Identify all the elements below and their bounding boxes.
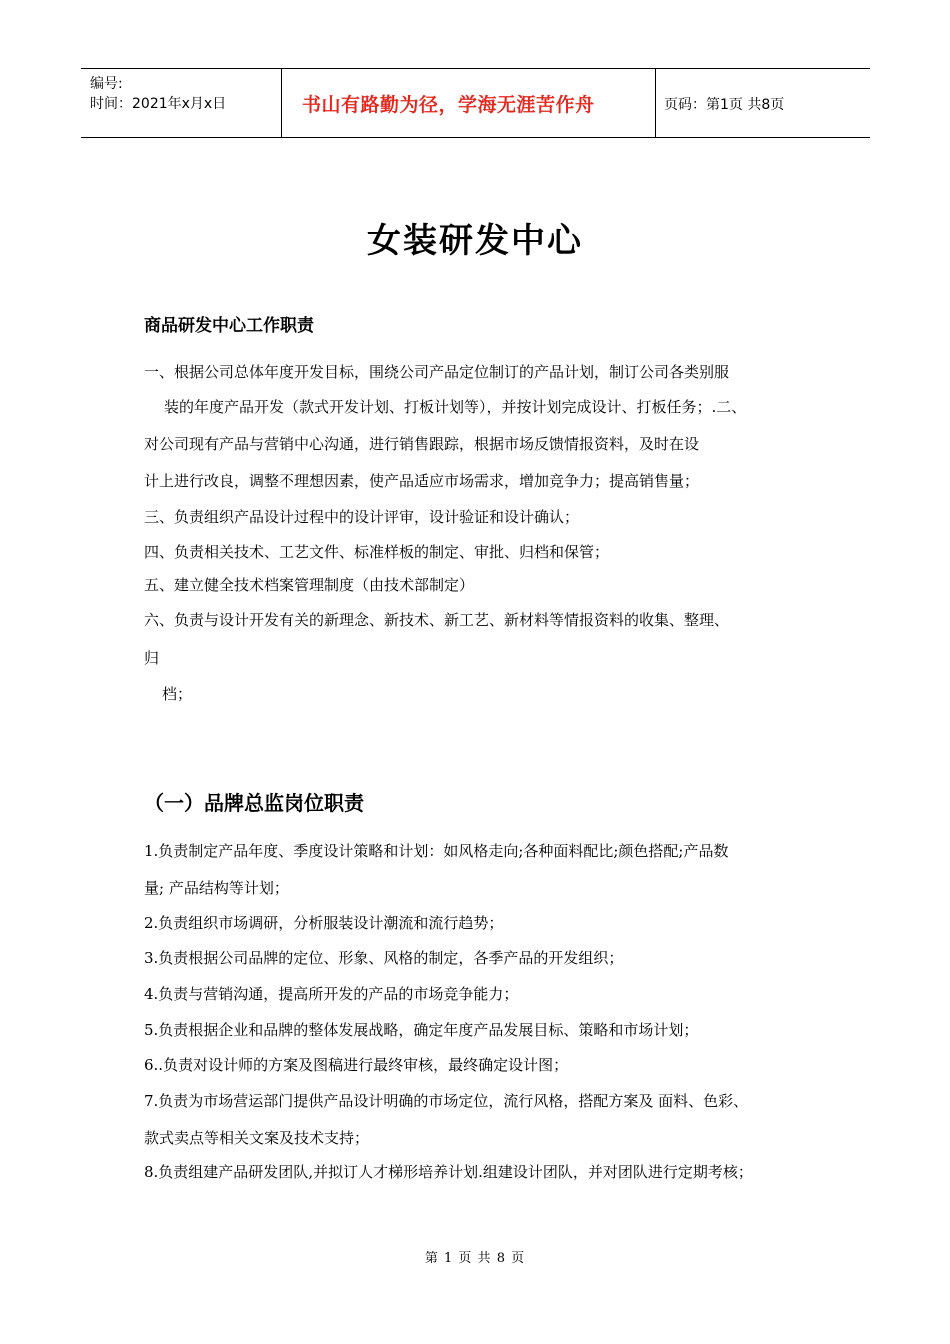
header-page-cell <box>655 69 870 137</box>
document-title: 女装研发中心 <box>367 221 583 261</box>
body-line: 装的年度产品开发（款式开发计划、打板计划等），并按计划完成设计、打板任务；.二、 <box>164 398 747 416</box>
body-line: 量; 产品结构等计划； <box>144 879 289 897</box>
body-line: 2.负责组织市场调研，分析服装设计潮流和流行趋势； <box>144 914 504 932</box>
section-heading-brand-director: （一）品牌总监岗位职责 <box>144 791 364 815</box>
body-line: 3.负责根据公司品牌的定位、形象、风格的制定，各季产品的开发组织； <box>144 949 624 967</box>
body-line: 1.负责制定产品年度、季度设计策略和计划：如风格走向;各种面料配比;颜色搭配;产品数 <box>144 842 729 860</box>
body-line: 四、负责相关技术、工艺文件、标准样板的制定、审批、归档和保管； <box>144 543 610 561</box>
body-line: 8.负责组建产品研发团队,并拟订人才梯形培养计划.组建设计团队，并对团队进行定期考核； <box>144 1163 753 1181</box>
page-footer: 第 1 页 共 8 页 <box>424 1251 526 1266</box>
body-line: 三、负责组织产品设计过程中的设计评审，设计验证和设计确认； <box>144 508 580 526</box>
body-line: 7.负责为市场营运部门提供产品设计明确的市场定位，流行风格，搭配方案及 面料、色彩、 <box>144 1092 749 1110</box>
body-line: 6..负责对设计师的方案及图稿进行最终审核，最终确定设计图； <box>144 1056 569 1074</box>
body-line: 档； <box>162 685 193 703</box>
body-line: 4.负责与营销沟通，提高所开发的产品的市场竞争能力； <box>144 985 519 1003</box>
document-date: 时间：2021年x月x日 <box>90 96 227 112</box>
page-header <box>81 68 870 138</box>
body-line: 款式卖点等相关文案及技术支持； <box>144 1129 370 1147</box>
section-heading-responsibilities: 商品研发中心工作职责 <box>144 316 314 336</box>
header-motto: 书山有路勤为径，学海无涯苦作舟 <box>302 94 595 116</box>
body-line: 一、根据公司总体年度开发目标，围绕公司产品定位制订的产品计划，制订公司各类别服 <box>144 363 730 381</box>
header-motto-cell <box>281 69 656 137</box>
document-number-label: 编号: <box>90 76 123 92</box>
header-page-info: 页码：第1页 共8页 <box>664 97 785 113</box>
body-line: 归 <box>144 649 160 667</box>
body-line: 计上进行改良，调整不理想因素，使产品适应市场需求，增加竞争力；提高销售量； <box>144 472 700 490</box>
header-meta-cell <box>81 69 281 137</box>
body-line: 六、负责与设计开发有关的新理念、新技术、新工艺、新材料等情报资料的收集、整理、 <box>144 611 730 629</box>
body-line: 5.负责根据企业和品牌的整体发展战略，确定年度产品发展目标、策略和市场计划； <box>144 1021 699 1039</box>
body-line: 五、建立健全技术档案管理制度（由技术部制定） <box>144 576 475 594</box>
body-line: 对公司现有产品与营销中心沟通，进行销售跟踪，根据市场反馈情报资料，及时在设 <box>144 435 700 453</box>
